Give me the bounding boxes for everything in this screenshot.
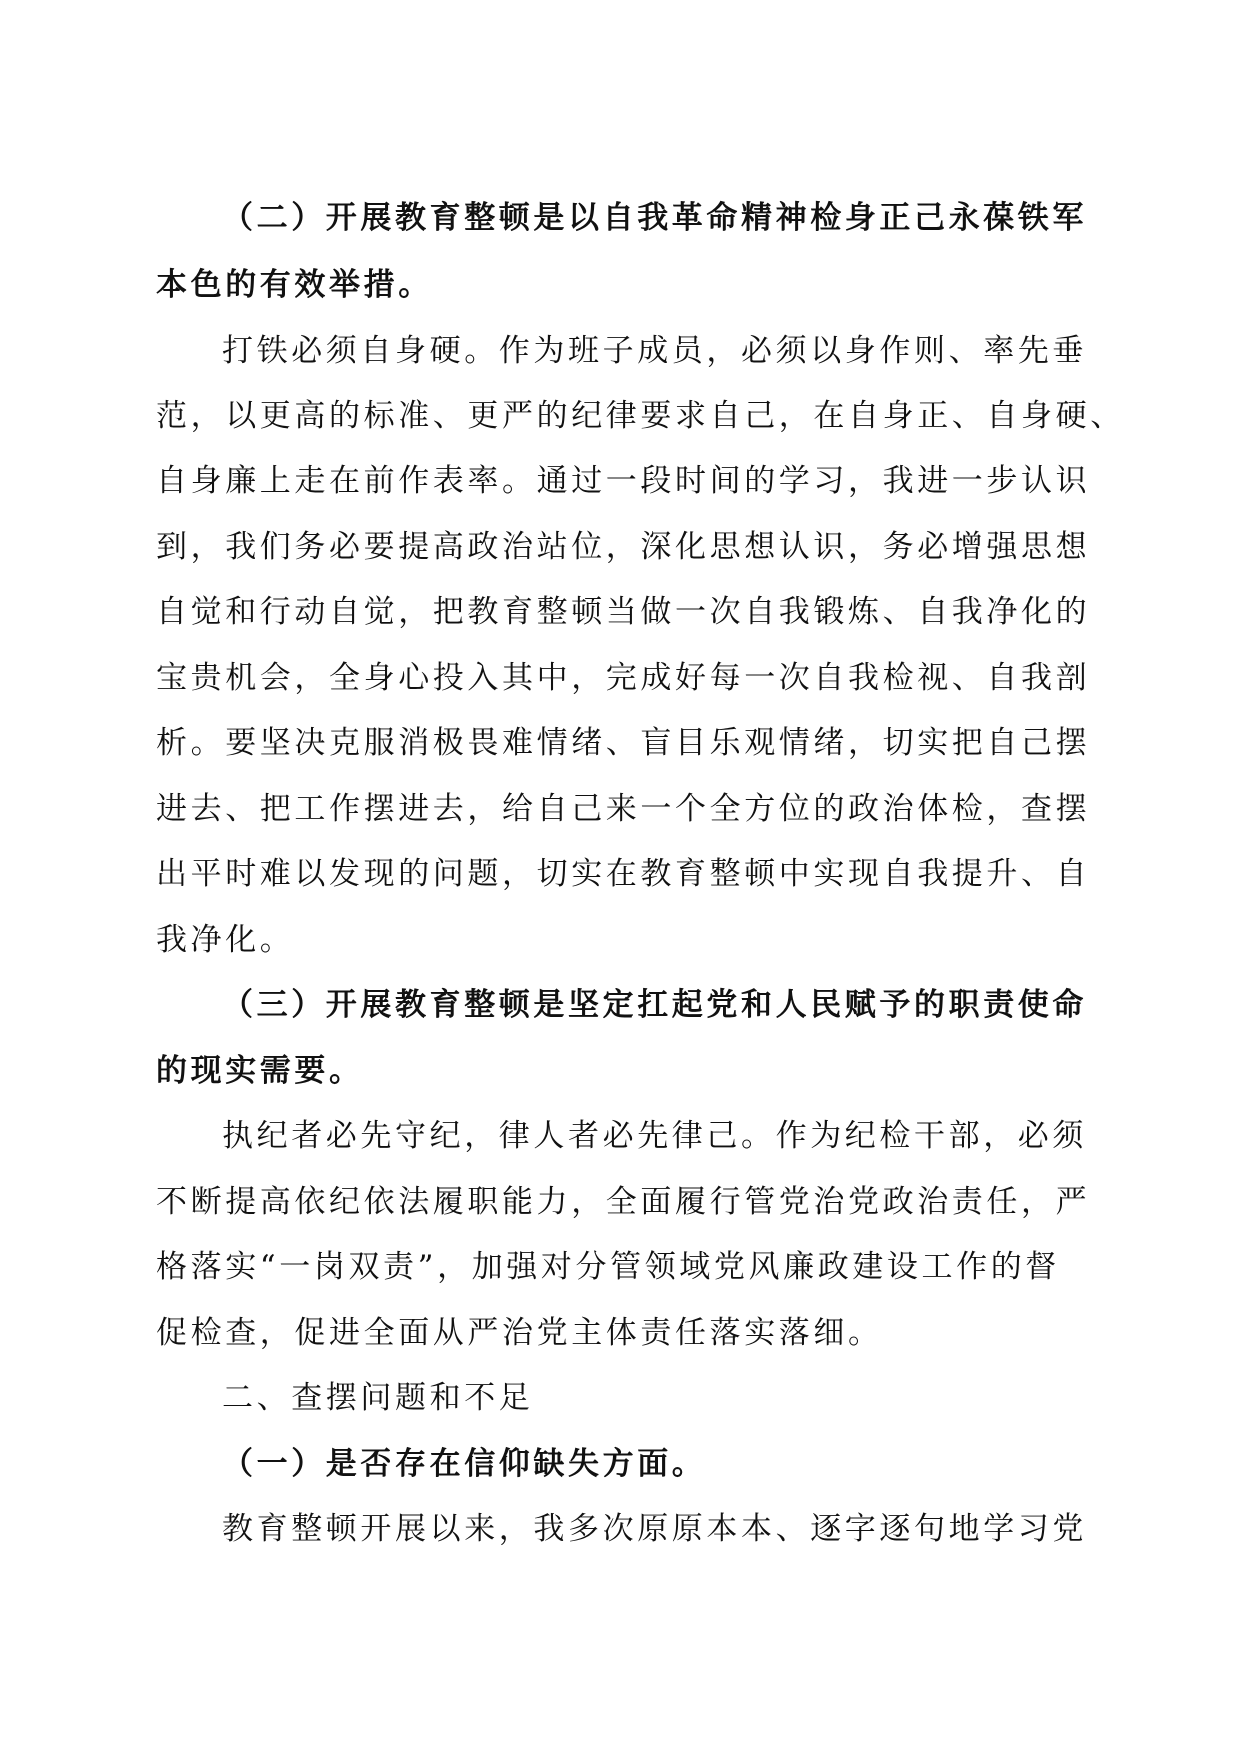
chapter-heading: 二、查摆问题和不足: [222, 1380, 534, 1416]
paragraph-line: 自觉和行动自觉，把教育整顿当做一次自我锻炼、自我净化的: [156, 594, 1091, 630]
paragraph-line: 格落实“一岗双责”，加强对分管领域党风廉政建设工作的督: [156, 1249, 1060, 1285]
paragraph-line: 自身廉上走在前作表率。通过一段时间的学习，我进一步认识: [156, 463, 1091, 499]
section-heading-3-line-1: （三）开展教育整顿是坚定扛起党和人民赋予的职责使命: [222, 987, 1087, 1023]
paragraph-line: 范，以更高的标准、更严的纪律要求自己，在自身正、自身硬、: [156, 398, 1125, 434]
paragraph-line: 不断提高依纪依法履职能力，全面履行管党治党政治责任，严: [156, 1184, 1091, 1220]
section-heading-2-line-1: （二）开展教育整顿是以自我革命精神检身正己永葆铁军: [222, 200, 1087, 236]
paragraph-line: 我净化。: [156, 922, 295, 958]
paragraph-line: 打铁必须自身硬。作为班子成员，必须以身作则、率先垂: [222, 333, 1087, 369]
paragraph-line: 出平时难以发现的问题，切实在教育整顿中实现自我提升、自: [156, 856, 1091, 892]
paragraph-line: 教育整顿开展以来，我多次原原本本、逐字逐句地学习党: [222, 1511, 1087, 1547]
paragraph-line: 析。要坚决克服消极畏难情绪、盲目乐观情绪，切实把自己摆: [156, 725, 1091, 761]
paragraph-line: 执纪者必先守纪，律人者必先律己。作为纪检干部，必须: [222, 1118, 1087, 1154]
section-heading-2-line-2: 本色的有效举措。: [156, 267, 433, 303]
paragraph-line: 宝贵机会，全身心投入其中，完成好每一次自我检视、自我剖: [156, 660, 1091, 696]
section-heading-3-line-2: 的现实需要。: [156, 1053, 364, 1089]
subsection-heading-1: （一）是否存在信仰缺失方面。: [222, 1446, 707, 1482]
paragraph-line: 进去、把工作摆进去，给自己来一个全方位的政治体检，查摆: [156, 791, 1091, 827]
paragraph-line: 促检查，促进全面从严治党主体责任落实落细。: [156, 1315, 883, 1351]
paragraph-line: 到，我们务必要提高政治站位，深化思想认识，务必增强思想: [156, 529, 1091, 565]
